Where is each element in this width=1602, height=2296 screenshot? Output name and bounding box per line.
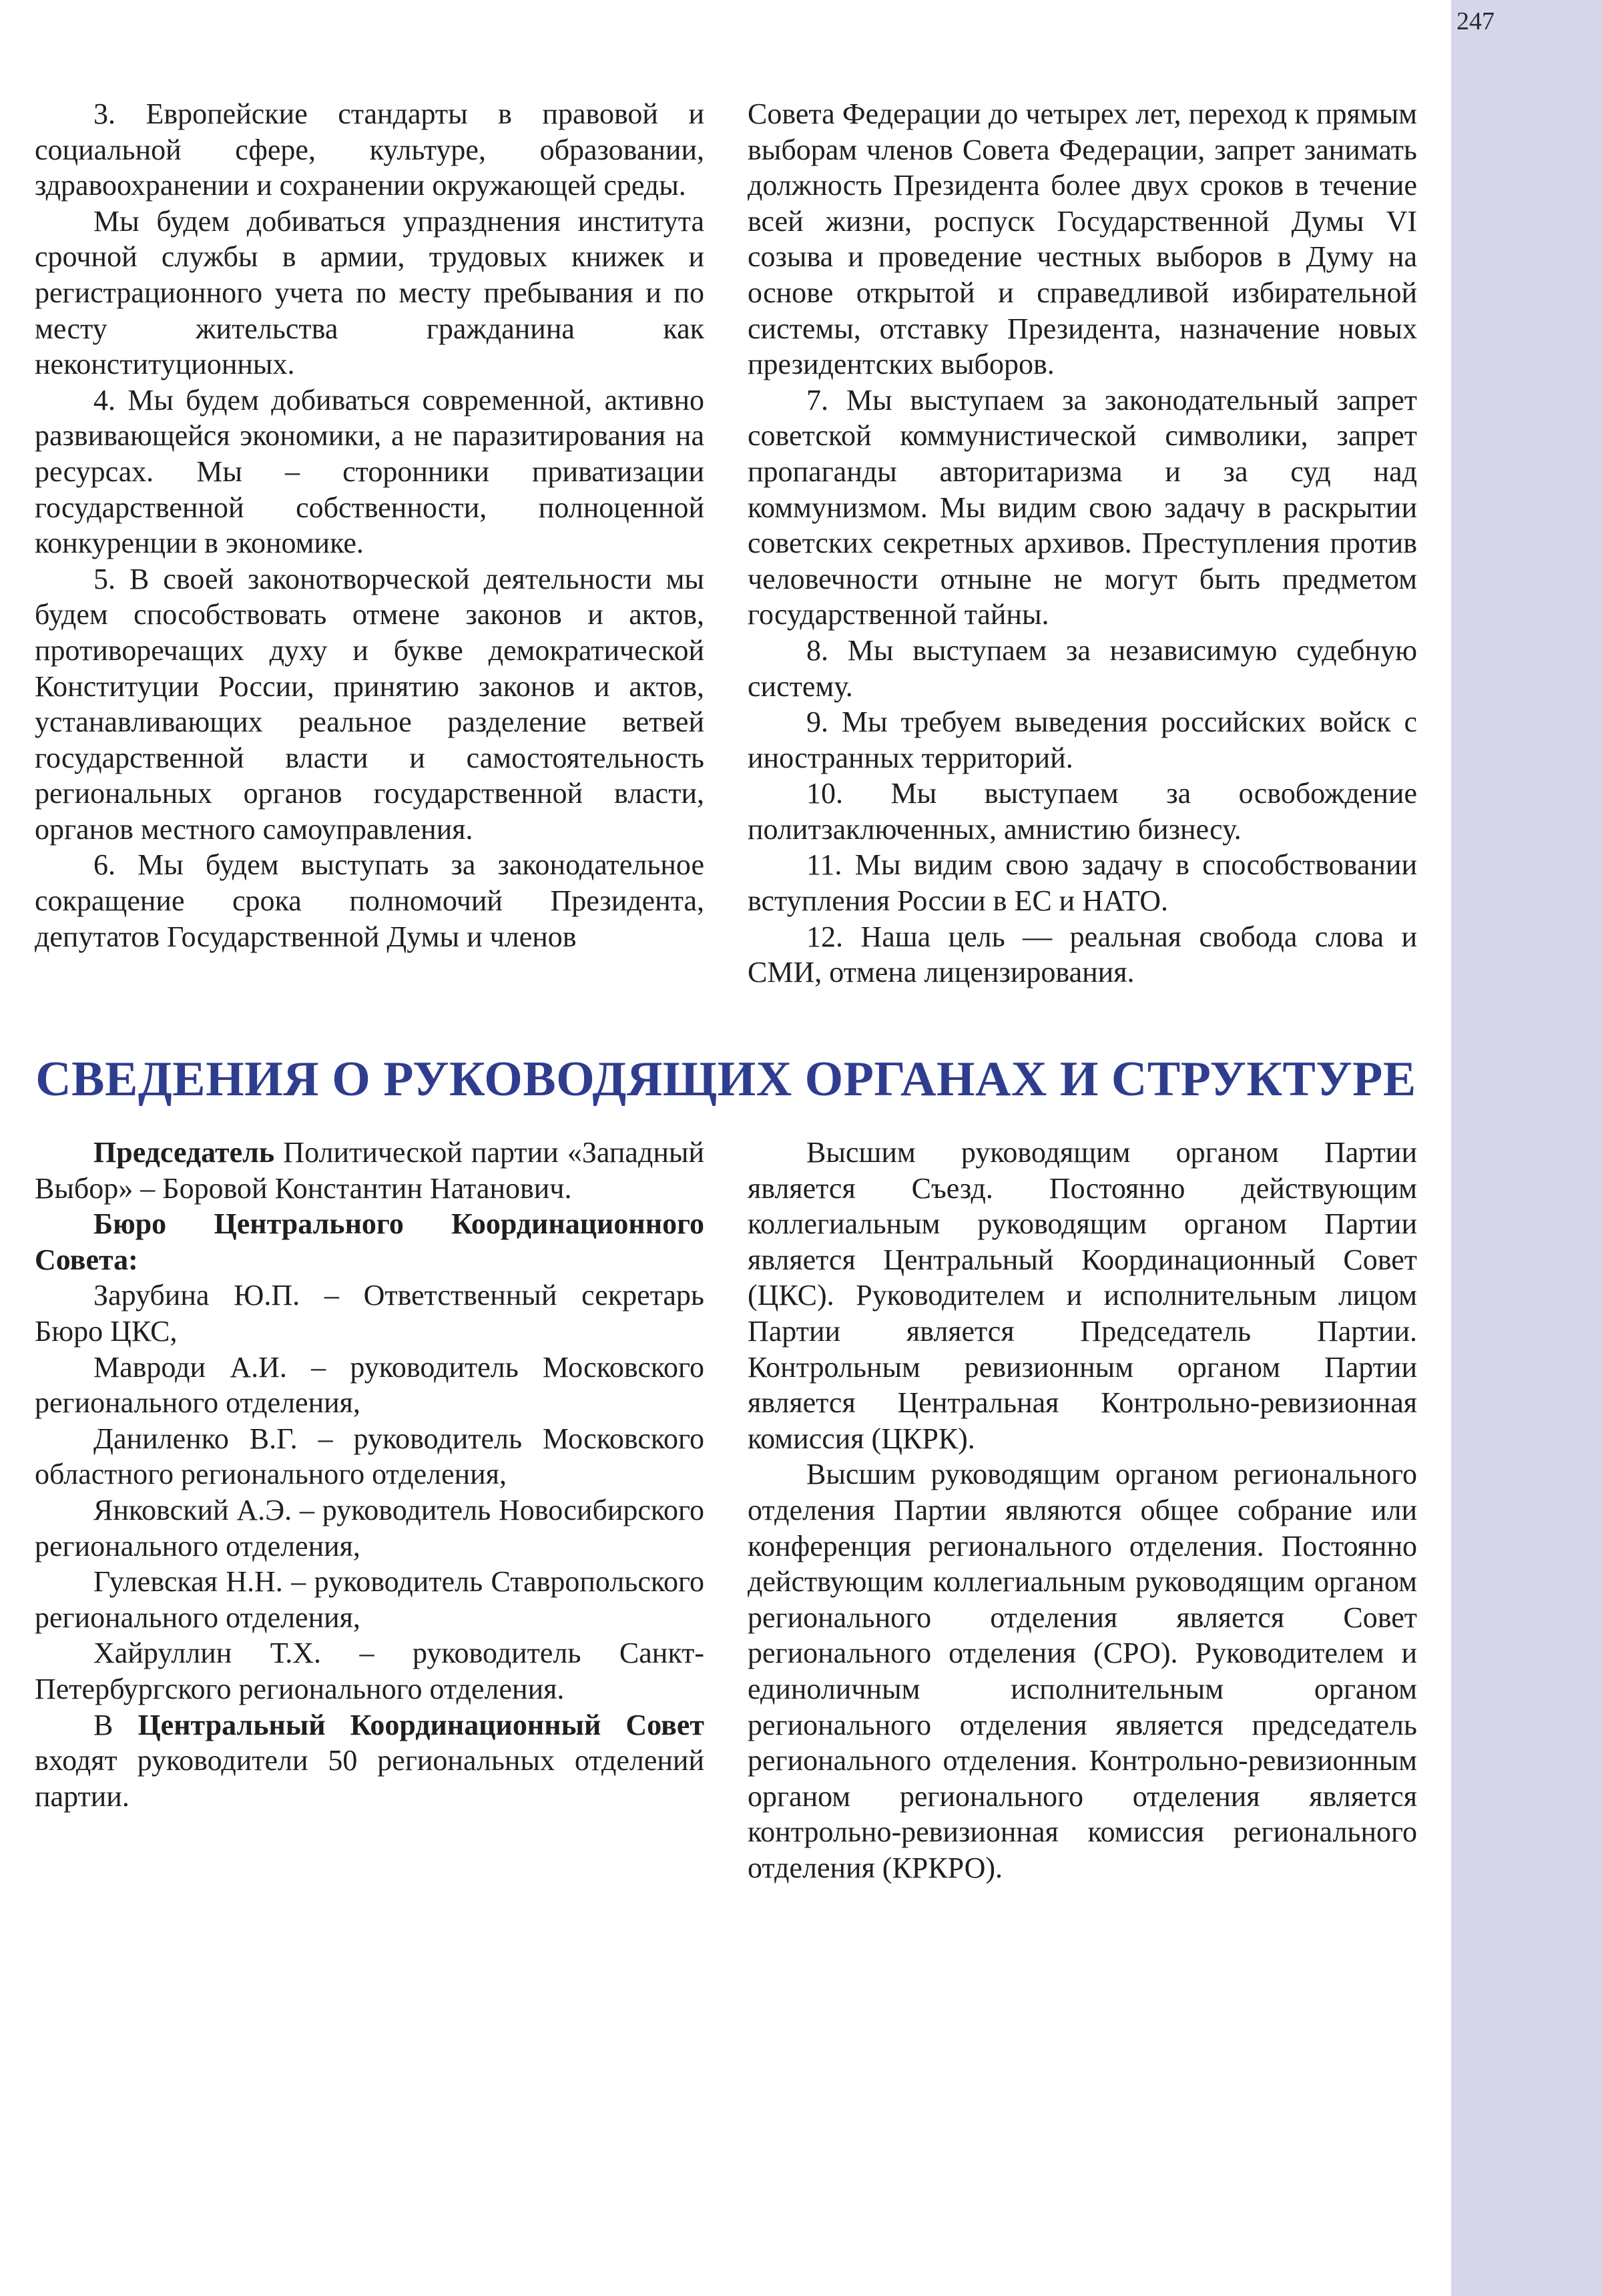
bureau-member: Даниленко В.Г. – руководитель Московского областного регионального отделения, — [35, 1422, 704, 1491]
paragraph: 3. Европейские стандарты в правовой и социальной сфере, культуре, образовании, здравоохранении и сохранении окружающей среды. — [35, 97, 704, 202]
paragraph: 12. Наша цель — реальная свобода слова и СМИ, отмена лицензирования. — [748, 920, 1417, 989]
paragraph: 10. Мы выступаем за освобождение политзаключенных, амнистию бизнесу. — [748, 777, 1417, 846]
bureau-member: Гулевская Н.Н. – руководитель Ставропольского регионального отделения, — [35, 1565, 704, 1634]
bureau-member: Мавроди А.И. – руководитель Московского регионального отделения, — [35, 1350, 704, 1420]
council-paragraph: В Центральный Координационный Совет входят руководители 50 региональных отделений партии. — [35, 1708, 704, 1813]
column-top-right — [748, 96, 1417, 990]
bureau-member: Зарубина Ю.П. – Ответственный секретарь Бюро ЦКС, — [35, 1279, 704, 1348]
paragraph: Высшим руководящим органом регионального отделения Партии являются общее собрание или конференция регионального отделения. Постоянно действующим коллегиальным руководящим органом регионального отделения является Совет регионального отделения (СРО). Руководителем и единоличным исполнительным органом регионального отделения является председатель регионального отделения. Контрольно-ревизионным органом регионального отделения является контрольно-ревизионная комиссия регионального отделения (КРКРО). — [748, 1458, 1417, 1884]
column-bottom-left — [35, 1135, 704, 1814]
paragraph: Совета Федерации до четырех лет, переход к прямым выборам членов Совета Федерации, запрет занимать должность Президента более двух сроков в течение всей жизни, роспуск Государственной Думы VI созыва и проведение честных выборов в Думу на основе открытой и справедливой избирательной системы, отставку Президента, назначение новых президентских выборов. — [748, 97, 1417, 381]
council-name: Центральный Координационный Совет — [138, 1708, 704, 1741]
paragraph: 11. Мы видим свою задачу в способствовании вступления России в ЕС и НАТО. — [748, 848, 1417, 918]
paragraph: 6. Мы будем выступать за законодательное сокращение срока полномочий Президента, депутатов Государственной Думы и членов — [35, 848, 704, 953]
paragraph: 7. Мы выступаем за законодательный запрет советской коммунистической символики, запрет пропаганды авторитаризма и за суд над коммунизмом. Мы видим свою задачу в раскрытии советских секретных архивов. Преступления против человечности отныне не могут быть предметом государственной тайны. — [748, 383, 1417, 631]
paragraph: Мы будем добиваться упразднения института срочной службы в армии, трудовых книжек и регистрационного учета по месту пребывания и по месту жительства гражданина как неконституционных. — [35, 204, 704, 381]
paragraph: 5. В своей законотворческой деятельности мы будем способствовать отмене законов и актов, противоречащих духу и букве демократической Конституции России, принятию законов и актов, устанавливающих реальное разделение ветвей государственной власти и самостоятельность региональных органов государственной власти, органов местного самоуправления. — [35, 562, 704, 846]
paragraph: 8. Мы выступаем за независимую судебную систему. — [748, 633, 1417, 703]
bureau-member: Янковский А.Э. – руководитель Новосибирского регионального отделения, — [35, 1493, 704, 1562]
section-heading: СВЕДЕНИЯ О РУКОВОДЯЩИХ ОРГАНАХ И СТРУКТУРЕ — [35, 1052, 1416, 1107]
chairman-text: Политической партии «Западный Выбор» – Боровой Константин Натанович. — [35, 1136, 704, 1205]
paragraph: 4. Мы будем добиваться современной, активно развивающейся экономики, а не паразитирования на ресурсах. Мы – сторонники приватизации государственной собственности, полноценной конкуренции в экономике. — [35, 383, 704, 560]
paragraph: Высшим руководящим органом Партии является Съезд. Постоянно действующим коллегиальным руководящим органом Партии является Центральный Координационный Совет (ЦКС). Руководителем и исполнительным лицом Партии является Председатель Партии. Контрольным ревизионным органом Партии является Центральная Контрольно-ревизионная комиссия (ЦКРК). — [748, 1136, 1417, 1455]
paragraph: 9. Мы требуем выведения российских войск с иностранных территорий. — [748, 705, 1417, 774]
chairman-paragraph — [35, 1135, 704, 1206]
column-top-left — [35, 96, 704, 954]
chairman-label: Председатель — [93, 1136, 275, 1169]
column-bottom-right — [748, 1135, 1417, 1886]
page-side-band — [1451, 0, 1602, 2296]
bureau-title: Бюро Центрального Координационного Совета: — [35, 1207, 704, 1276]
bureau-member: Хайруллин Т.Х. – руководитель Санкт-Петербургского регионального отделения. — [35, 1637, 704, 1705]
page-number: 247 — [1456, 7, 1495, 35]
